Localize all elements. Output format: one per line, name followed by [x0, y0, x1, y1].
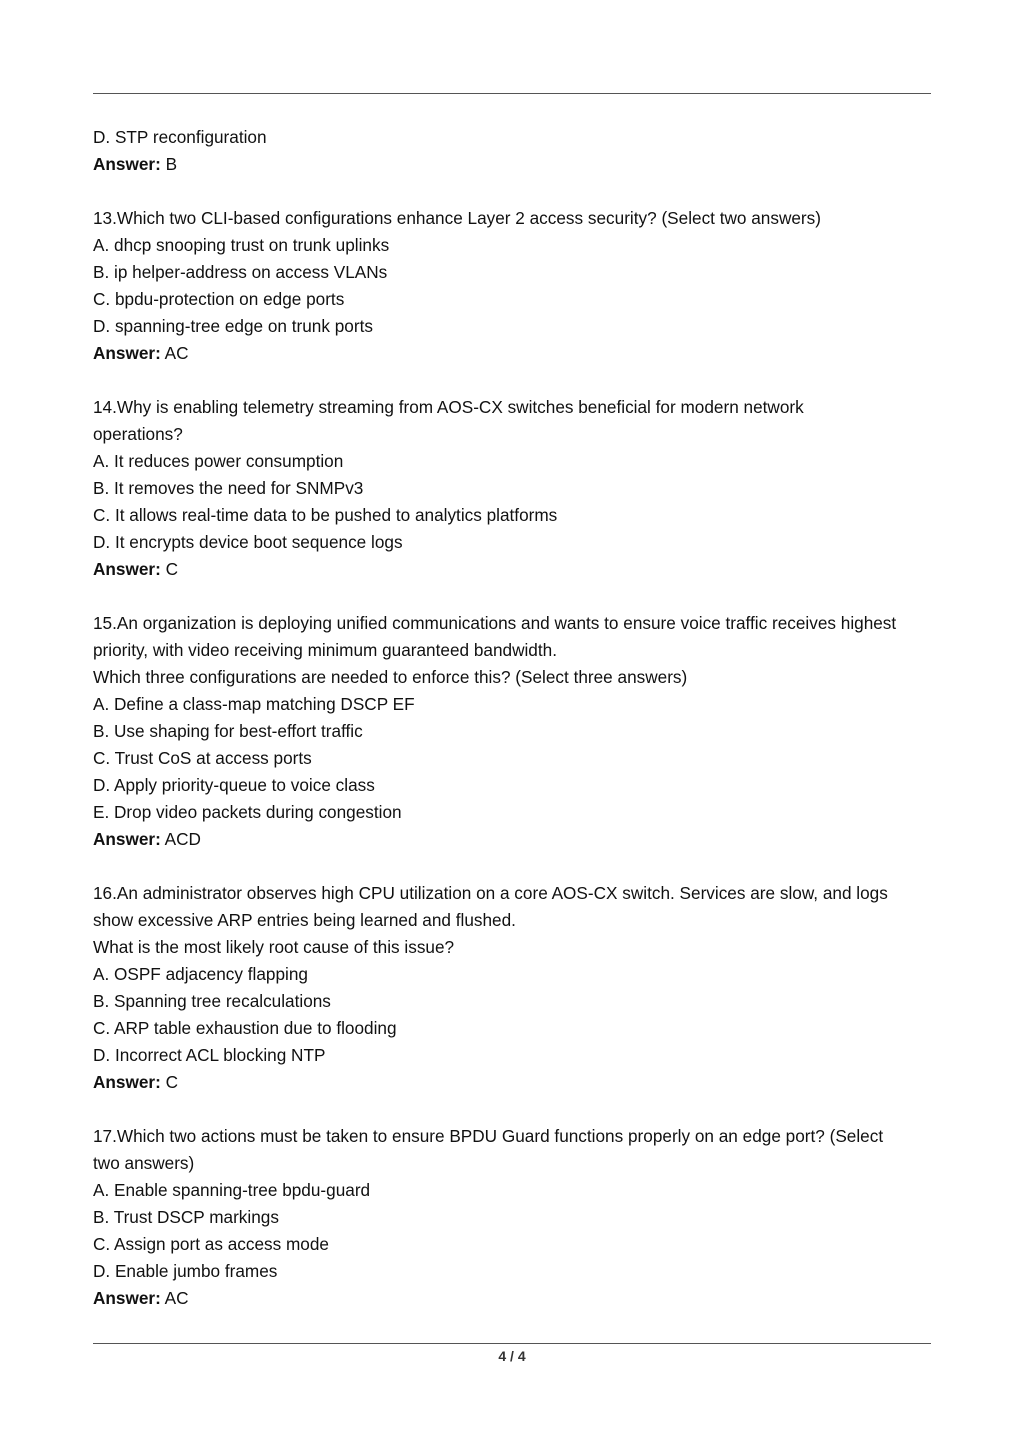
answer-label: Answer: — [93, 343, 161, 363]
question-text: 15.An organization is deploying unified communications and wants to ensure voice traffic receives highest — [93, 613, 897, 633]
footer-divider — [93, 1343, 931, 1344]
question-text: 14.Why is enabling telemetry streaming from AOS-CX switches beneficial for modern network — [93, 397, 804, 417]
option-line: C. ARP table exhaustion due to flooding — [93, 1018, 397, 1038]
answer-label: Answer: — [93, 1072, 161, 1092]
answer-label: Answer: — [93, 829, 161, 849]
question-text: What is the most likely root cause of this issue? — [93, 937, 455, 957]
question-text: 17.Which two actions must be taken to ensure BPDU Guard functions properly on an edge port? (Select — [93, 1126, 884, 1146]
question-block-15 — [93, 610, 935, 853]
option-line: A. dhcp snooping trust on trunk uplinks — [93, 235, 390, 255]
answer-value: ACD — [164, 829, 201, 849]
answer-line — [93, 1285, 935, 1312]
question-text: two answers) — [93, 1153, 195, 1173]
option-line: C. bpdu-protection on edge ports — [93, 289, 345, 309]
answer-line — [93, 1069, 935, 1096]
question-text: Which three configurations are needed to enforce this? (Select three answers) — [93, 667, 688, 687]
question-text: show excessive ARP entries being learned and flushed. — [93, 910, 516, 930]
question-text: priority, with video receiving minimum guaranteed bandwidth. — [93, 640, 557, 660]
answer-label: Answer: — [93, 1288, 161, 1308]
option-line: D. STP reconfiguration — [93, 127, 267, 147]
answer-value: C — [165, 1072, 179, 1092]
question-block-17 — [93, 1123, 935, 1312]
option-line: D. Enable jumbo frames — [93, 1261, 278, 1281]
answer-value: B — [165, 154, 178, 174]
answer-line — [93, 826, 935, 853]
option-line: D. Incorrect ACL blocking NTP — [93, 1045, 326, 1065]
option-line: B. ip helper-address on access VLANs — [93, 262, 388, 282]
option-line: D. spanning-tree edge on trunk ports — [93, 316, 373, 336]
option-line: C. Trust CoS at access ports — [93, 748, 312, 768]
answer-value: C — [165, 559, 179, 579]
document-body — [93, 124, 935, 1312]
answer-label: Answer: — [93, 559, 161, 579]
question-text: 13.Which two CLI-based configurations enhance Layer 2 access security? (Select two answers) — [93, 208, 821, 228]
option-line: A. OSPF adjacency flapping — [93, 964, 308, 984]
option-line: B. Use shaping for best-effort traffic — [93, 721, 363, 741]
question-block-13 — [93, 205, 935, 367]
answer-value: AC — [164, 1288, 189, 1308]
option-line: B. Trust DSCP markings — [93, 1207, 279, 1227]
question-block-14 — [93, 394, 935, 583]
option-line: A. It reduces power consumption — [93, 451, 344, 471]
answer-line — [93, 556, 935, 583]
option-line: A. Enable spanning-tree bpdu-guard — [93, 1180, 371, 1200]
option-line: A. Define a class-map matching DSCP EF — [93, 694, 415, 714]
question-text: operations? — [93, 424, 183, 444]
question-block-16 — [93, 880, 935, 1096]
option-line: D. It encrypts device boot sequence logs — [93, 532, 403, 552]
option-line: B. It removes the need for SNMPv3 — [93, 478, 364, 498]
page-number: 4 / 4 — [498, 1348, 526, 1364]
header-divider — [93, 93, 931, 94]
question-text: 16.An administrator observes high CPU utilization on a core AOS-CX switch. Services are slow, and logs — [93, 883, 888, 903]
answer-line — [93, 151, 935, 178]
option-line: B. Spanning tree recalculations — [93, 991, 331, 1011]
answer-value: AC — [164, 343, 189, 363]
answer-line — [93, 340, 935, 367]
option-line: C. Assign port as access mode — [93, 1234, 329, 1254]
answer-label: Answer: — [93, 154, 161, 174]
option-line: C. It allows real-time data to be pushed to analytics platforms — [93, 505, 558, 525]
intro-block — [93, 124, 935, 178]
option-line: E. Drop video packets during congestion — [93, 802, 402, 822]
option-line: D. Apply priority-queue to voice class — [93, 775, 375, 795]
